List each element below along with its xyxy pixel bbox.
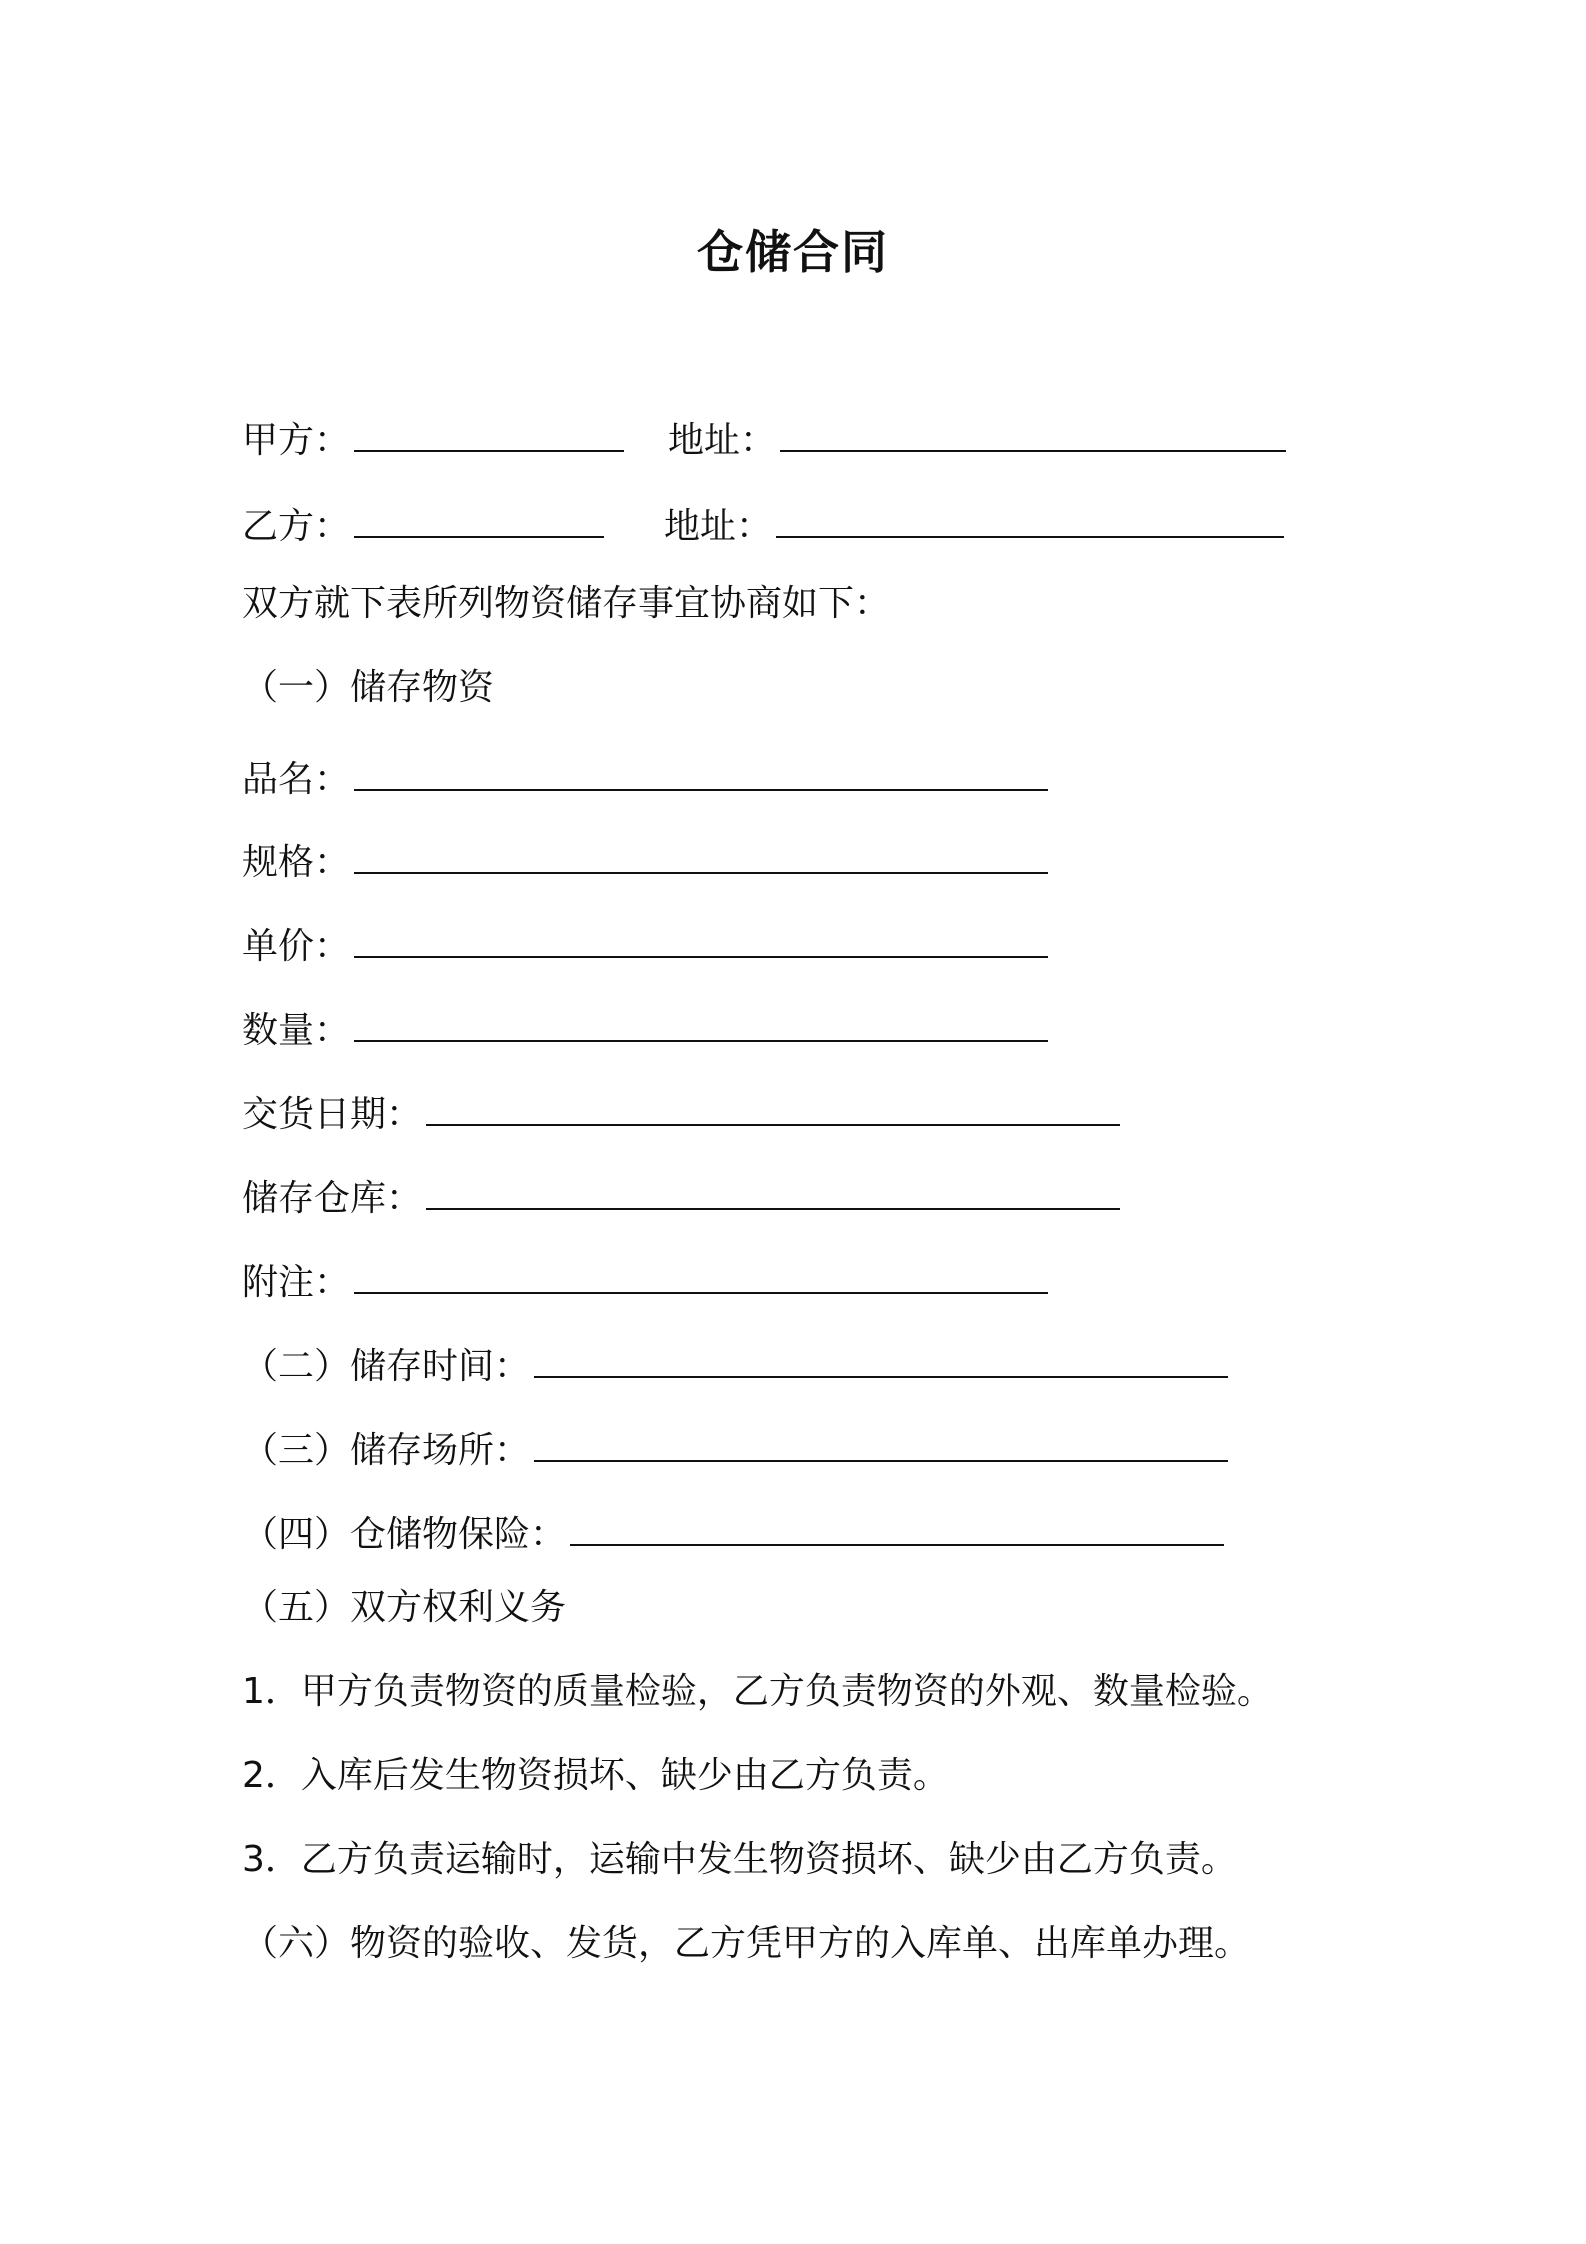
notes-row xyxy=(242,1258,1048,1307)
clause-2: 2．入库后发生物资损坏、缺少由乙方负责。 xyxy=(242,1755,949,1796)
party-b-address-blank[interactable] xyxy=(776,502,1284,538)
unit-price-row xyxy=(242,922,1048,971)
party-a-address-row xyxy=(668,416,1286,465)
party-a-label: 甲方： xyxy=(242,420,351,461)
spec-label: 规格： xyxy=(242,842,351,883)
warehouse-row xyxy=(242,1174,1120,1223)
section3-label: （三）储存场所： xyxy=(242,1430,531,1471)
warehouse-blank[interactable] xyxy=(426,1174,1120,1210)
quantity-label: 数量： xyxy=(242,1010,351,1051)
party-b-label: 乙方： xyxy=(242,506,351,547)
delivery-date-blank[interactable] xyxy=(426,1090,1120,1126)
unit-price-blank[interactable] xyxy=(354,922,1048,958)
product-name-label: 品名： xyxy=(242,759,351,800)
spec-row xyxy=(242,838,1048,887)
section4-label: （四）仓储物保险： xyxy=(242,1514,567,1555)
product-name-blank[interactable] xyxy=(354,755,1048,791)
section4-row xyxy=(242,1510,1224,1559)
unit-price-label: 单价： xyxy=(242,926,351,967)
section5-heading: （五）双方权利义务 xyxy=(242,1587,567,1628)
party-a-row xyxy=(242,416,624,465)
clause-3: 3．乙方负责运输时，运输中发生物资损坏、缺少由乙方负责。 xyxy=(242,1839,1237,1880)
document-title: 仓储合同 xyxy=(697,225,889,279)
section3-blank[interactable] xyxy=(534,1426,1228,1462)
section4-blank[interactable] xyxy=(570,1510,1224,1546)
quantity-row xyxy=(242,1006,1048,1055)
party-a-blank[interactable] xyxy=(354,416,624,452)
notes-label: 附注： xyxy=(242,1262,351,1303)
intro-text: 双方就下表所列物资储存事宜协商如下： xyxy=(242,583,891,624)
warehouse-label: 储存仓库： xyxy=(242,1178,423,1219)
section2-label: （二）储存时间： xyxy=(242,1346,531,1387)
quantity-blank[interactable] xyxy=(354,1006,1048,1042)
party-b-address-label: 地址： xyxy=(664,506,773,547)
section3-row xyxy=(242,1426,1228,1475)
notes-blank[interactable] xyxy=(354,1258,1048,1294)
section2-row xyxy=(242,1342,1228,1391)
product-name-row xyxy=(242,755,1048,804)
section2-blank[interactable] xyxy=(534,1342,1228,1378)
party-b-row xyxy=(242,502,604,551)
party-b-address-row xyxy=(664,502,1284,551)
section1-heading: （一）储存物资 xyxy=(242,667,495,708)
party-b-blank[interactable] xyxy=(354,502,604,538)
spec-blank[interactable] xyxy=(354,838,1048,874)
delivery-date-label: 交货日期： xyxy=(242,1094,423,1135)
party-a-address-label: 地址： xyxy=(668,420,777,461)
party-a-address-blank[interactable] xyxy=(780,416,1286,452)
section6-text: （六）物资的验收、发货，乙方凭甲方的入库单、出库单办理。 xyxy=(242,1923,1251,1964)
delivery-date-row xyxy=(242,1090,1120,1139)
clause-1: 1．甲方负责物资的质量检验，乙方负责物资的外观、数量检验。 xyxy=(242,1671,1273,1712)
